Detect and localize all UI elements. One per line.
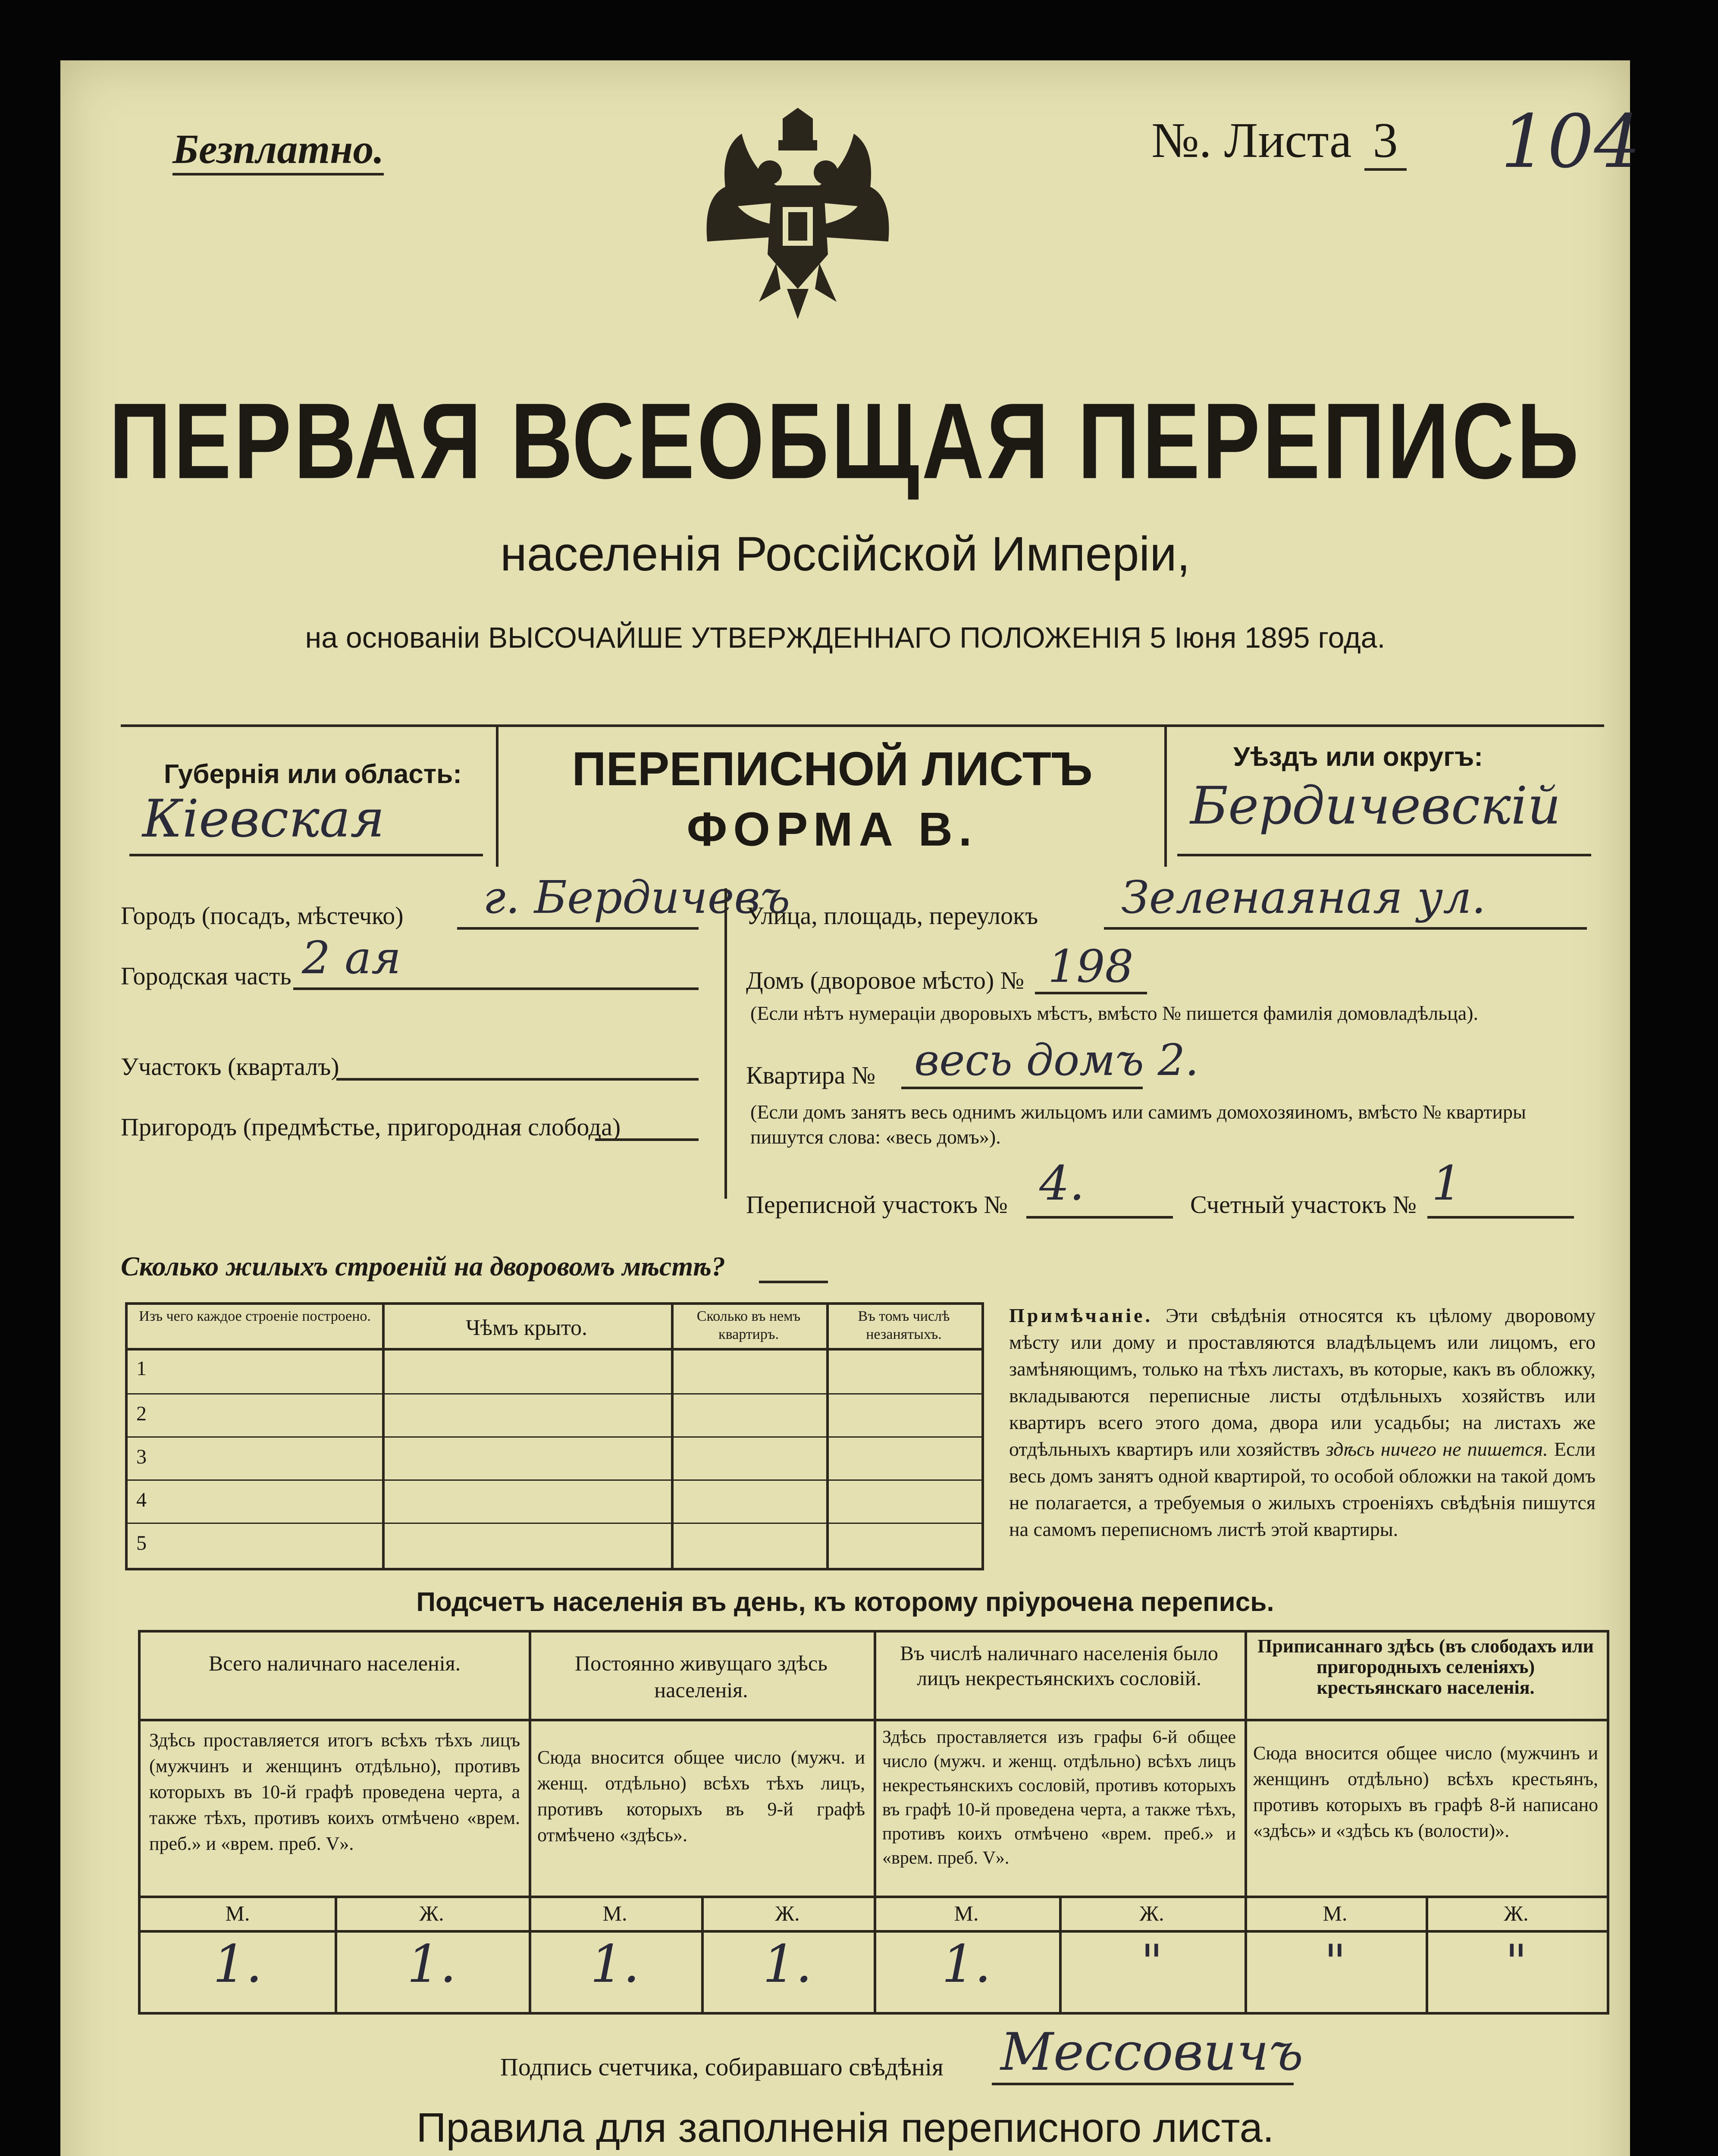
gubernia-label: Губернія или область: — [164, 759, 462, 789]
census-title: ПЕРВАЯ ВСЕОБЩАЯ ПЕРЕПИСЬ — [109, 381, 1581, 501]
buildings-note — [1009, 1302, 1596, 1543]
city-part-value: 2 ая — [302, 931, 401, 984]
buildings-header-vacant: Въ томъ числѣ незанятыхъ. — [858, 1308, 950, 1342]
district-underline — [336, 1078, 699, 1081]
tally-col-3-female-label: Ж. — [1139, 1901, 1164, 1925]
street-underline — [1104, 927, 1587, 930]
form-title: ПЕРЕПИСНОЙ ЛИСТЪ — [572, 743, 1093, 796]
tally-head-rule — [141, 1719, 1607, 1721]
rules-title: Правила для заполненія переписного листа. — [416, 2105, 1274, 2151]
census-basis: на основаніи ВЫСОЧАЙШЕ УТВЕРЖДЕННАГО ПОЛОЖЕНІЯ 5 Іюня 1895 года. — [305, 621, 1386, 654]
counting-district-underline — [1427, 1216, 1574, 1219]
note-text-b: здѣсь ничего не пишется. — [1326, 1438, 1548, 1460]
flat-label: Квартира № — [746, 1061, 876, 1089]
imperial-eagle-icon — [690, 99, 906, 323]
census-district-value: 4. — [1039, 1156, 1085, 1211]
tally-col-4-head: Приписаннаго здѣсь (въ слободахъ или пригородныхъ селеніяхъ) крестьянскаго населенія. — [1257, 1636, 1594, 1698]
tally-col-3-head: Въ числѣ наличнаго населенія было лицъ некрестьянскихъ сословій. — [900, 1642, 1218, 1690]
tally-col-1-head: Всего наличнаго населенія. — [208, 1651, 461, 1675]
street-value: Зеленаяная ул. — [1121, 871, 1486, 924]
tally-mf-rule — [141, 1896, 1607, 1898]
tally-col-4-male-label: М. — [1323, 1901, 1348, 1925]
house-value: 198 — [1048, 940, 1134, 993]
form-subtitle: ФОРМА В. — [687, 803, 978, 856]
buildings-header-flats: Сколько въ немъ квартиръ. — [696, 1308, 801, 1342]
tally-col-3-female-value: " — [1141, 1934, 1163, 1990]
buildings-header-rule — [128, 1348, 981, 1351]
form-left-divider — [496, 724, 498, 867]
tally-col-2-female-value: 1. — [762, 1934, 812, 1994]
sheet-number-value: 3 — [1364, 113, 1407, 171]
uezd-label: Уѣздъ или округъ: — [1233, 742, 1483, 772]
tally-col-2-female-label: Ж. — [775, 1901, 800, 1925]
signature-label: Подпись счетчика, собиравшаго свѣдѣнія — [500, 2053, 944, 2081]
buildings-row-rule-4 — [128, 1523, 981, 1524]
tally-col-2-head: Постоянно живущаго здѣсь населенія. — [575, 1651, 828, 1702]
tally-values-rule — [141, 1930, 1607, 1933]
buildings-header-roof: Чѣмъ крыто. — [465, 1316, 588, 1340]
tally-col-1-female-label: Ж. — [419, 1901, 444, 1925]
tally-col-2-body: Сюда вносится общее число (мужч. и женщ. отдѣльно) всѣхъ тѣхъ лицъ, противъ которыхъ въ 9-й графѣ отмѣчено «здѣсь». — [537, 1747, 865, 1846]
uezd-value: Бердичевскій — [1190, 776, 1561, 836]
tally-col-2-male-value: 1. — [590, 1934, 640, 1994]
tally-col-1-female-value: 1. — [407, 1934, 457, 1994]
street-label: Улица, площадь, переулокъ — [746, 902, 1038, 930]
city-part-label: Городская часть — [121, 962, 292, 990]
flat-value: весь домъ 2. — [914, 1035, 1199, 1085]
buildings-row-rule-2 — [128, 1436, 981, 1438]
buildings-row-rule-1 — [128, 1393, 981, 1395]
buildings-table — [125, 1302, 984, 1570]
sheet-handwritten-number: 104 — [1501, 99, 1641, 185]
counting-district-value: 1 — [1432, 1156, 1462, 1211]
form-top-rule — [121, 724, 1604, 727]
district-label: Участокъ (кварталъ) — [121, 1053, 339, 1081]
tally-col-3-body: Здѣсь проставляется изъ графы 6-й общее число (мужч. и женщ. отдѣльно) всѣхъ лицъ некрестьянскихъ сословій, противъ которыхъ въ графѣ 10-й проведена черта, а также тѣхъ, противъ коихъ отмѣчено «врем. преб.» и «врем. преб. V». — [882, 1727, 1236, 1868]
counting-district-label: Счетный участокъ № — [1190, 1191, 1417, 1219]
tally-col-3-male-value: 1. — [941, 1934, 991, 1994]
free-label: Безплатно. — [172, 125, 384, 175]
tally-col-4-body: Сюда вносится общее число (мужчинъ и женщинъ отдѣльно) всѣхъ крестьянъ, противъ которыхъ въ графѣ 8-й написано «здѣсь» и «здѣсь къ (волости)». — [1253, 1742, 1598, 1841]
note-text-a: Эти свѣдѣнія относятся къ цѣлому дворовому мѣсту или дому и проставляются владѣльцемъ или лицомъ, его замѣняющимъ, только на тѣхъ листахъ, въ которые, какъ въ обложку, вкладываются переписные листы отдѣльныхъ хозяйствъ или квартиръ всего этого дома, двора или усадьбы; на листахъ же отдѣльныхъ квартиръ или хозяйствъ — [1009, 1304, 1596, 1460]
city-value: г. Бердичевъ — [483, 871, 790, 924]
tally-col-2-male-label: М. — [602, 1901, 627, 1925]
address-divider — [724, 888, 727, 1199]
tally-col-4-female-label: Ж. — [1504, 1901, 1529, 1925]
tally-title: Подсчетъ населенія въ день, къ которому пріурочена перепись. — [416, 1587, 1274, 1617]
house-note: (Если нѣтъ нумераціи дворовыхъ мѣстъ, вмѣсто № пишется фамилія домовладѣльца). — [750, 1002, 1478, 1024]
buildings-row-4: 4 — [136, 1489, 147, 1511]
buildings-row-2: 2 — [136, 1402, 147, 1425]
sheet-number — [1151, 112, 1407, 169]
buildings-row-rule-3 — [128, 1479, 981, 1481]
buildings-row-1: 1 — [136, 1357, 147, 1380]
sheet-number-label: №. Листа — [1151, 113, 1352, 168]
gubernia-value: Кіевская — [142, 789, 385, 849]
tally-table — [138, 1630, 1609, 2015]
buildings-question: Сколько жилыхъ строеній на дворовомъ мѣстѣ? — [121, 1251, 725, 1282]
tally-col-1-body: Здѣсь проставляется итогъ всѣхъ тѣхъ лицъ (мужчинъ и женщинъ отдѣльно), противъ которыхъ въ 10-й графѣ проведена черта, а также тѣхъ, противъ коихъ отмѣчено «врем. преб.» и «врем. преб. V». — [149, 1730, 520, 1854]
house-label: Домъ (дворовое мѣсто) № — [746, 966, 1025, 994]
buildings-row-3: 3 — [136, 1445, 147, 1468]
tally-col-4-male-value: " — [1324, 1934, 1346, 1990]
buildings-row-5: 5 — [136, 1532, 147, 1554]
note-label: Примѣчаніе. — [1009, 1304, 1153, 1326]
city-underline — [457, 927, 699, 930]
note-text-c: Если весь домъ занятъ одной квартирой, то особой обложки на такой домъ не полагается, а требуемыя о жилыхъ строеніяхъ свѣдѣнія пишутся на самомъ переписномъ листѣ этой квартиры. — [1009, 1438, 1596, 1540]
suburb-label: Пригородъ (предмѣстье, пригородная слобода) — [121, 1113, 621, 1141]
census-district-underline — [1026, 1216, 1173, 1219]
tally-col-3-male-label: М. — [954, 1901, 979, 1925]
census-district-label: Переписной участокъ № — [746, 1191, 1008, 1219]
form-right-divider — [1164, 724, 1167, 867]
city-label: Городъ (посадъ, мѣстечко) — [121, 902, 404, 930]
tally-col-1-male-value: 1. — [213, 1934, 263, 1994]
flat-note: (Если домъ занятъ весь однимъ жильцомъ или самимъ домохозяиномъ, вмѣсто № квартиры пишутся слова: «весь домъ»). — [750, 1101, 1526, 1148]
buildings-header-material: Изъ чего каждое строеніе построено. — [139, 1308, 371, 1324]
census-sheet — [60, 60, 1641, 2156]
suburb-underline — [595, 1138, 699, 1141]
census-subtitle: населенія Россійской Имперіи, — [500, 527, 1190, 581]
tally-col-1-male-label: М. — [225, 1901, 250, 1925]
house-underline — [1035, 992, 1147, 994]
tally-col-4-female-value: " — [1505, 1934, 1527, 1990]
uezd-underline — [1177, 854, 1591, 856]
signature-underline — [992, 2083, 1294, 2085]
gubernia-underline — [129, 854, 483, 856]
flat-underline — [901, 1087, 1143, 1089]
buildings-question-underline — [759, 1281, 828, 1283]
city-part-underline — [293, 987, 699, 990]
signature-value: Мессовичъ — [1000, 2022, 1304, 2082]
